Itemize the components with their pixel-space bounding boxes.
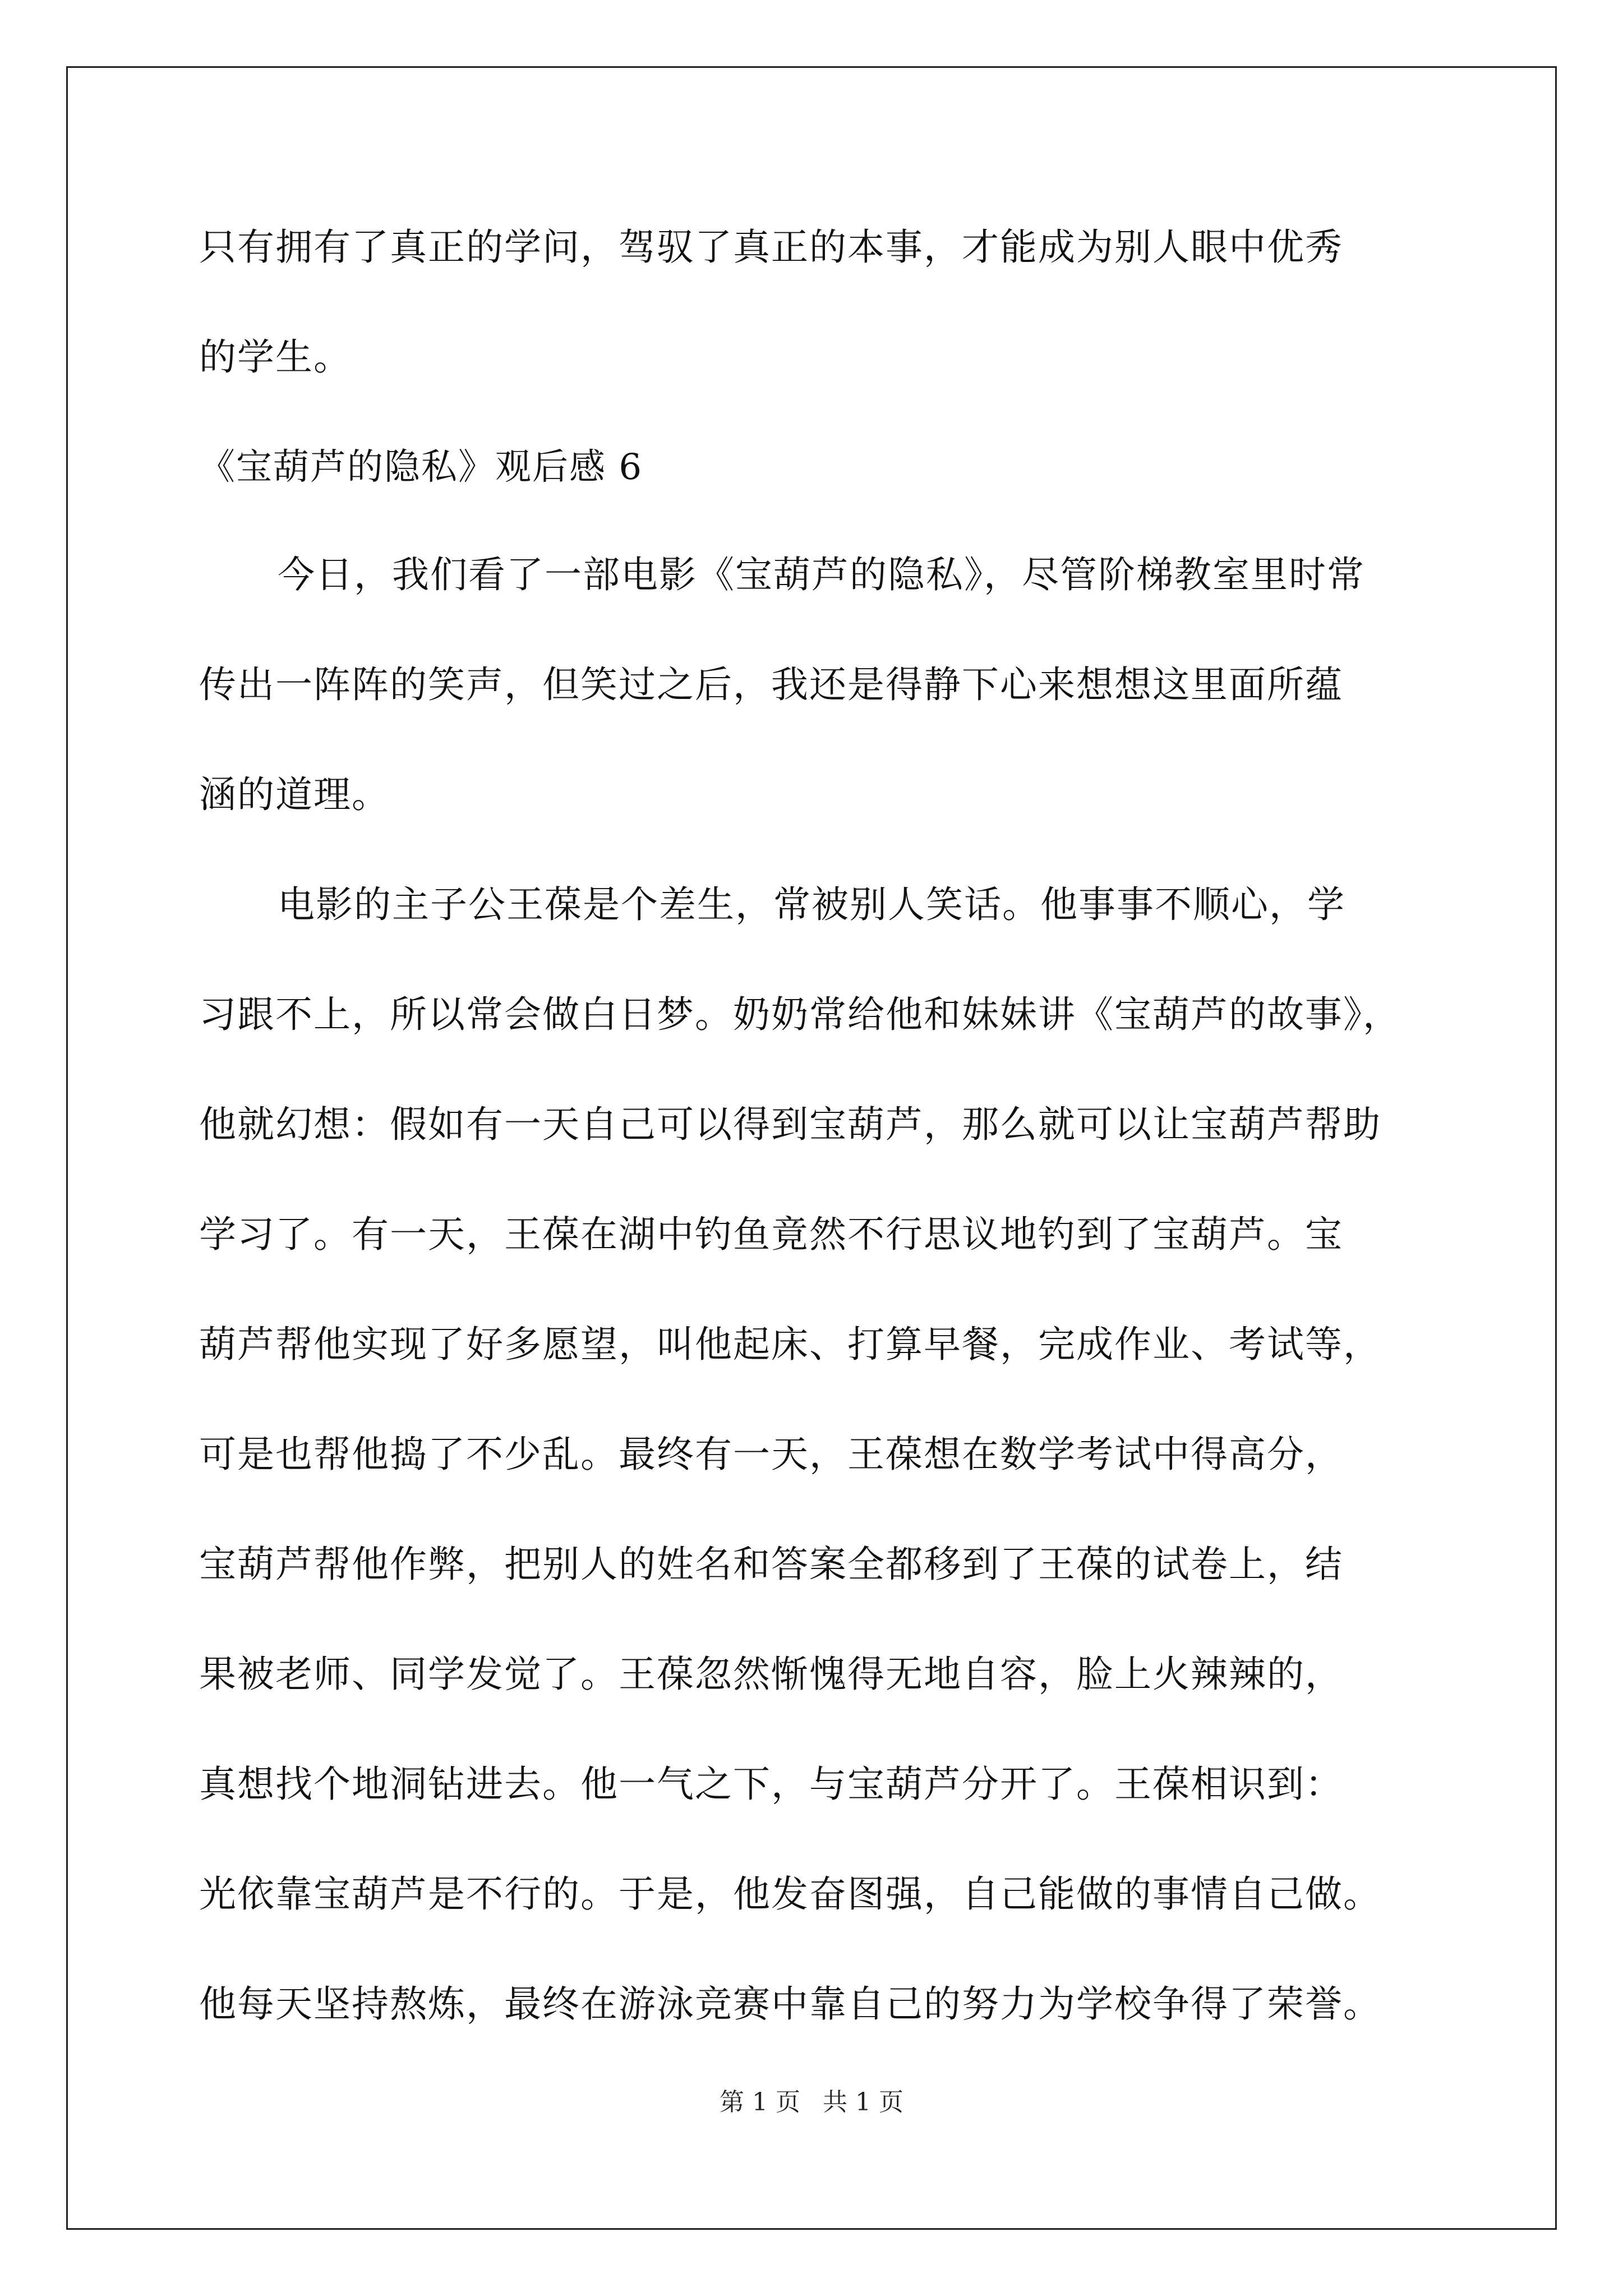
- text-line: 他每天坚持熬炼，最终在游泳竞赛中靠自己的努力为学校争得了荣誉。: [199, 1982, 1381, 2026]
- text-line: 光依靠宝葫芦是不行的。于是，他发奋图强，自己能做的事情自己做。: [199, 1872, 1381, 1916]
- page-number: 第 1 页: [720, 2088, 800, 2116]
- text-line: 真想找个地洞钻进去。他一气之下，与宝葫芦分开了。王葆相识到：: [199, 1763, 1343, 1806]
- paragraph-first-line: 今日，我们看了一部电影《宝葫芦的隐私》，尽管阶梯教室里时常: [278, 553, 1365, 596]
- text-line: 的学生。: [199, 335, 352, 379]
- page-total: 共 1 页: [823, 2088, 903, 2116]
- text-line: 他就幻想：假如有一天自己可以得到宝葫芦，那么就可以让宝葫芦帮助: [199, 1103, 1381, 1146]
- text-line: 传出一阵阵的笑声，但笑过之后，我还是得静下心来想想这里面所蕴: [199, 663, 1343, 706]
- section-title: 《宝葫芦的隐私》观后感 6: [199, 447, 643, 488]
- text-line: 只有拥有了真正的学问，驾驭了真正的本事，才能成为别人眼中优秀: [199, 226, 1343, 269]
- text-line: 宝葫芦帮他作弊，把别人的姓名和答案全都移到了王葆的试卷上，结: [199, 1543, 1343, 1586]
- text-line: 可是也帮他捣了不少乱。最终有一天，王葆想在数学考试中得高分，: [199, 1433, 1343, 1476]
- page-footer: [0, 2087, 1623, 2118]
- text-line: 学习了。有一天，王葆在湖中钓鱼竟然不行思议地钓到了宝葫芦。宝: [199, 1213, 1343, 1256]
- text-line: 习跟不上，所以常会做白日梦。奶奶常给他和妹妹讲《宝葫芦的故事》，: [199, 993, 1401, 1036]
- text-line: 葫芦帮他实现了好多愿望，叫他起床、打算早餐，完成作业、考试等，: [199, 1323, 1381, 1366]
- text-line: 果被老师、同学发觉了。王葆忽然惭愧得无地自容，脸上火辣辣的，: [199, 1653, 1343, 1696]
- text-line: 涵的道理。: [199, 773, 390, 816]
- paragraph-first-line: 电影的主子公王葆是个差生，常被别人笑话。他事事不顺心，学: [278, 883, 1345, 926]
